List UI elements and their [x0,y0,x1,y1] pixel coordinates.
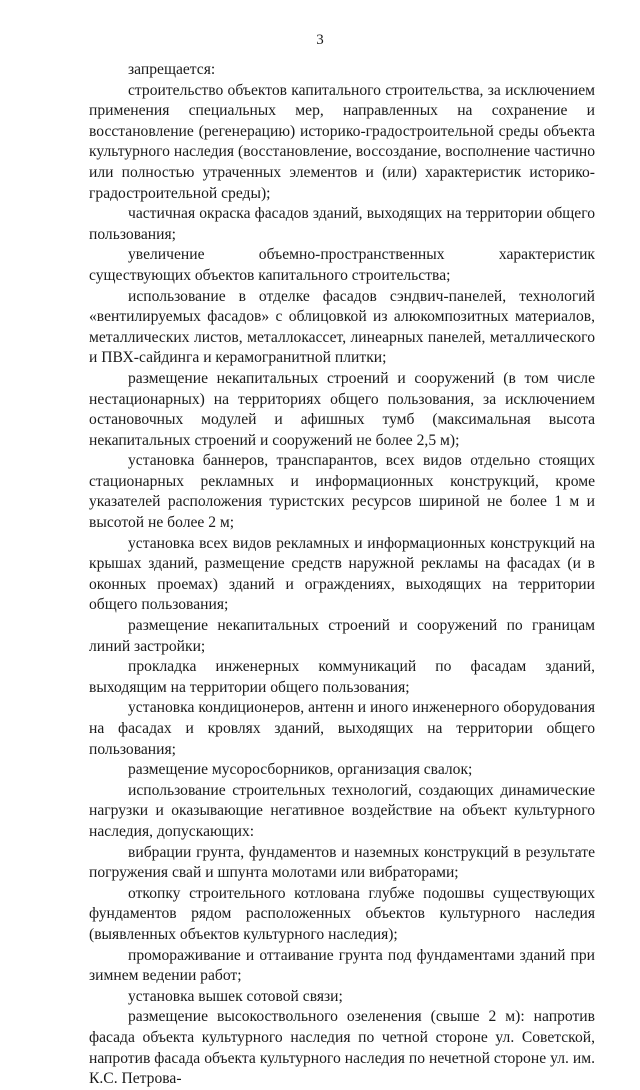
paragraph-partial-painting: частичная окраска фасадов зданий, выходящих на территории общего пользования; [89,205,595,243]
paragraph-construction-technologies: использование строительных технологий, создающих динамические нагрузки и оказывающие негативное воздействие на объект культурного наследия, допускающих: [89,781,595,840]
paragraph-waste-bins: размещение мусоросборников, организация свалок; [128,761,473,779]
paragraph-rooftop-advertising: установка всех видов рекламных и информационных конструкций на крышах зданий, размещение средств наружной рекламы на фасадах (и в оконных проемах) зданий и ограждениях, выходящих на территории общего пользования; [89,534,595,614]
paragraph-banners: установка баннеров, транспарантов, всех видов отдельно стоящих стационарных рекламных и информационных конструкций, кроме указателей расположения туристских ресурсов шириной не более 1 м и высотой не более 2 м; [89,452,595,532]
paragraph-temporary-structures: размещение некапитальных строений и сооружений (в том числе нестационарных) на территориях общего пользования, за исключением остановочных модулей и афишных тумб (максимальная высота некапитальных строений и сооружений не более 2,5 м); [89,369,595,449]
paragraph-capital-construction: строительство объектов капитального строительства, за исключением применения специальных мер, направленных на сохранение и восстановление (регенерацию) историко-градостроительной среды объекта культурного наследия (восстановление, воссоздание, восполнение частично или полностью утраченных элементов и (или) характеристик историко-градостроительной среды); [89,81,595,202]
paragraph-excavation: откопку строительного котлована глубже подошвы существующих фундаментов рядом расположенных объектов культурного наследия (выявленных объектов культурного наследия); [89,884,595,943]
page-number: 3 [316,32,324,48]
paragraph-facade-finishing: использование в отделке фасадов сэндвич-панелей, технологий «вентилируемых фасадов» с облицовкой из алюкомпозитных материалов, металлических листов, металлокассет, линеарных панелей, металлического и ПВХ-сайдинга и керамогранитной плитки; [89,287,595,367]
document-body [89,60,595,1090]
paragraph-volume-increase: увеличение объемно-пространственных характеристик существующих объектов капитального строительства; [89,246,595,284]
paragraph-prohibited-intro: запрещается: [128,61,216,78]
paragraph-tall-greenery: размещение высокоствольного озеленения (свыше 2 м): напротив фасада объекта культурного наследия по четной стороне ул. Советской, напротив фасада объекта культурного наследия по нечетной стороне ул. им. К.С. Петрова- [89,1008,595,1088]
paragraph-ground-vibration: вибрации грунта, фундаментов и наземных конструкций в результате погружения свай и шпунта молотами или вибраторами; [89,843,595,882]
paragraph-air-conditioners: установка кондиционеров, антенн и иного инженерного оборудования на фасадах и кровлях зданий, выходящих на территории общего пользования; [89,699,595,758]
paragraph-building-lines: размещение некапитальных строений и сооружений по границам линий застройки; [89,617,595,655]
paragraph-cell-towers: установка вышек сотовой связи; [128,987,343,1005]
paragraph-utility-lines: прокладка инженерных коммуникаций по фасадам зданий, выходящим на территории общего пользования; [89,658,595,696]
paragraph-ground-freezing: промораживание и оттаивание грунта под фундаментами зданий при зимнем ведении работ; [89,946,595,985]
